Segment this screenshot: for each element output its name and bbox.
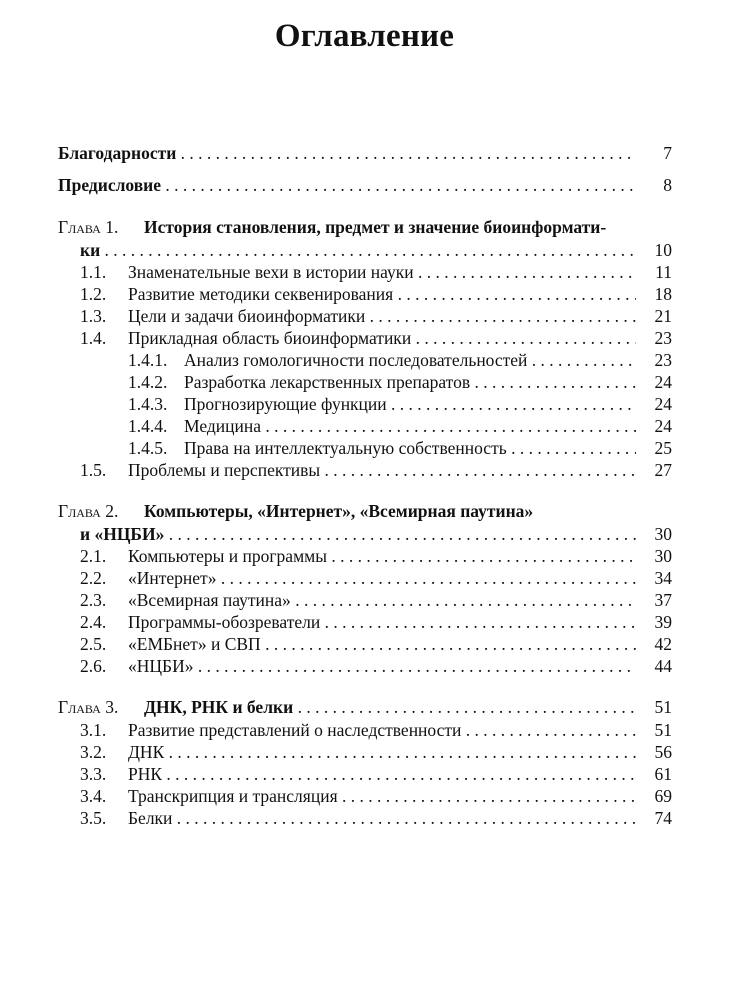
section-number: 2.3. (80, 590, 107, 610)
chapter-title-cont: ки (80, 240, 101, 260)
toc-entry-page: 24 (636, 415, 672, 437)
section-number: 1.1. (80, 262, 107, 282)
toc-entry-section[interactable] (58, 741, 672, 763)
toc-entry-page: 23 (636, 327, 672, 349)
toc-entry-section[interactable] (58, 785, 672, 807)
section-number: 2.1. (80, 546, 107, 566)
toc-entry-section[interactable] (58, 763, 672, 785)
section-number: 2.2. (80, 568, 107, 588)
toc-entry-section[interactable] (58, 611, 672, 633)
toc-entry-page: 23 (636, 349, 672, 371)
subsection-number: 1.4.1. (128, 350, 168, 370)
section-title: «Интернет» (128, 568, 217, 588)
section-number: 2.5. (80, 634, 107, 654)
toc-entry-page: 42 (636, 633, 672, 655)
toc-entry-section[interactable] (58, 283, 672, 305)
subsection-title: Медицина (184, 416, 261, 436)
chapter-2-heading-cont[interactable] (58, 523, 672, 545)
toc-entry-section[interactable] (58, 459, 672, 481)
toc-entry-page: 18 (636, 283, 672, 305)
section-number: 3.3. (80, 764, 107, 784)
toc-entry-subsection[interactable] (58, 371, 672, 393)
section-number: 1.2. (80, 284, 107, 304)
section-title: РНК (128, 764, 163, 784)
toc-entry-section[interactable] (58, 633, 672, 655)
section-number: 1.3. (80, 306, 107, 326)
section-number: 1.4. (80, 328, 107, 348)
toc-entry-page: 11 (636, 261, 672, 283)
toc-entry-page: 39 (636, 611, 672, 633)
page-title: Оглавление (274, 18, 455, 54)
section-title: «Всемирная паутина» (128, 590, 291, 610)
toc-entry-page: 69 (636, 785, 672, 807)
toc-entry-page: 25 (636, 437, 672, 459)
toc-entry-page: 27 (636, 459, 672, 481)
chapter-2-heading[interactable] (58, 499, 672, 523)
chapter-label: Глава 2. (58, 501, 119, 521)
toc-entry-page: 61 (636, 763, 672, 785)
section-title: Программы-обозреватели (128, 612, 321, 632)
section-title: Транскрипция и трансляция (128, 786, 338, 806)
subsection-number: 1.4.5. (128, 438, 168, 458)
section-number: 2.6. (80, 656, 107, 676)
section-number: 1.5. (80, 460, 107, 480)
toc-entry-page: 44 (636, 655, 672, 677)
section-title: Знаменательные вехи в истории науки (128, 262, 414, 282)
chapter-title: Компьютеры, «Интернет», «Всемирная паутина» (144, 501, 534, 521)
section-title: «ЕМБнет» и СВП (128, 634, 261, 654)
section-title: ДНК (128, 742, 165, 762)
chapter-3-heading[interactable] (58, 695, 672, 719)
toc-entry-page: 56 (636, 741, 672, 763)
toc-entry-acknowledgements[interactable] (58, 137, 672, 169)
subsection-title: Прогнозирующие функции (184, 394, 387, 414)
toc-entry-preface[interactable] (58, 169, 672, 201)
subsection-number: 1.4.2. (128, 372, 168, 392)
toc-entry-subsection[interactable] (58, 349, 672, 371)
section-number: 3.1. (80, 720, 107, 740)
toc-entry-page: 24 (636, 371, 672, 393)
chapter-1-heading-cont[interactable] (58, 239, 672, 261)
toc-entry-page: 51 (636, 695, 672, 719)
toc-entry-section[interactable] (58, 655, 672, 677)
toc-entry-subsection[interactable] (58, 437, 672, 459)
toc-entry-page: 37 (636, 589, 672, 611)
subsection-title: Права на интеллектуальную собственность (184, 438, 507, 458)
chapter-label: Глава 1. (58, 217, 119, 237)
toc-entry-page: 7 (636, 137, 672, 169)
toc-entry-section[interactable] (58, 567, 672, 589)
section-title: Развитие методики секвенирования (128, 284, 394, 304)
toc-entry-section[interactable] (58, 719, 672, 741)
subsection-number: 1.4.4. (128, 416, 168, 436)
section-number: 2.4. (80, 612, 107, 632)
toc-entry-section[interactable] (58, 589, 672, 611)
toc-entry-section[interactable] (58, 261, 672, 283)
toc-entry-page: 34 (636, 567, 672, 589)
toc-entry-subsection[interactable] (58, 393, 672, 415)
subsection-title: Разработка лекарственных препаратов (184, 372, 471, 392)
toc-entry-page: 8 (636, 169, 672, 201)
section-number: 3.4. (80, 786, 107, 806)
toc-entry-title: Благодарности (58, 143, 177, 163)
toc-entry-subsection[interactable] (58, 415, 672, 437)
toc-entry-section[interactable] (58, 807, 672, 829)
section-title: Проблемы и перспективы (128, 460, 321, 480)
chapter-label: Глава 3. (58, 697, 119, 717)
table-of-contents (58, 137, 672, 829)
section-title: «НЦБИ» (128, 656, 194, 676)
toc-entry-page: 74 (636, 807, 672, 829)
chapter-title: История становления, предмет и значение биоинформати- (144, 217, 607, 237)
chapter-1-heading[interactable] (58, 215, 672, 239)
toc-entry-page: 30 (636, 523, 672, 545)
toc-entry-section[interactable] (58, 327, 672, 349)
toc-entry-page: 51 (636, 719, 672, 741)
chapter-title-cont: и «НЦБИ» (80, 524, 165, 544)
toc-entry-title: Предисловие (58, 175, 162, 195)
section-number: 3.2. (80, 742, 107, 762)
section-title: Развитие представлений о наследственности (128, 720, 462, 740)
section-number: 3.5. (80, 808, 107, 828)
subsection-title: Анализ гомологичности последовательностей (184, 350, 528, 370)
section-title: Компьютеры и программы (128, 546, 327, 566)
subsection-number: 1.4.3. (128, 394, 168, 414)
toc-entry-section[interactable] (58, 305, 672, 327)
section-title: Прикладная область биоинформатики (128, 328, 412, 348)
section-title: Цели и задачи биоинформатики (128, 306, 366, 326)
section-title: Белки (128, 808, 173, 828)
toc-entry-page: 24 (636, 393, 672, 415)
toc-entry-section[interactable] (58, 545, 672, 567)
toc-entry-page: 30 (636, 545, 672, 567)
toc-entry-page: 10 (636, 239, 672, 261)
chapter-title: ДНК, РНК и белки (144, 697, 294, 717)
toc-entry-page: 21 (636, 305, 672, 327)
